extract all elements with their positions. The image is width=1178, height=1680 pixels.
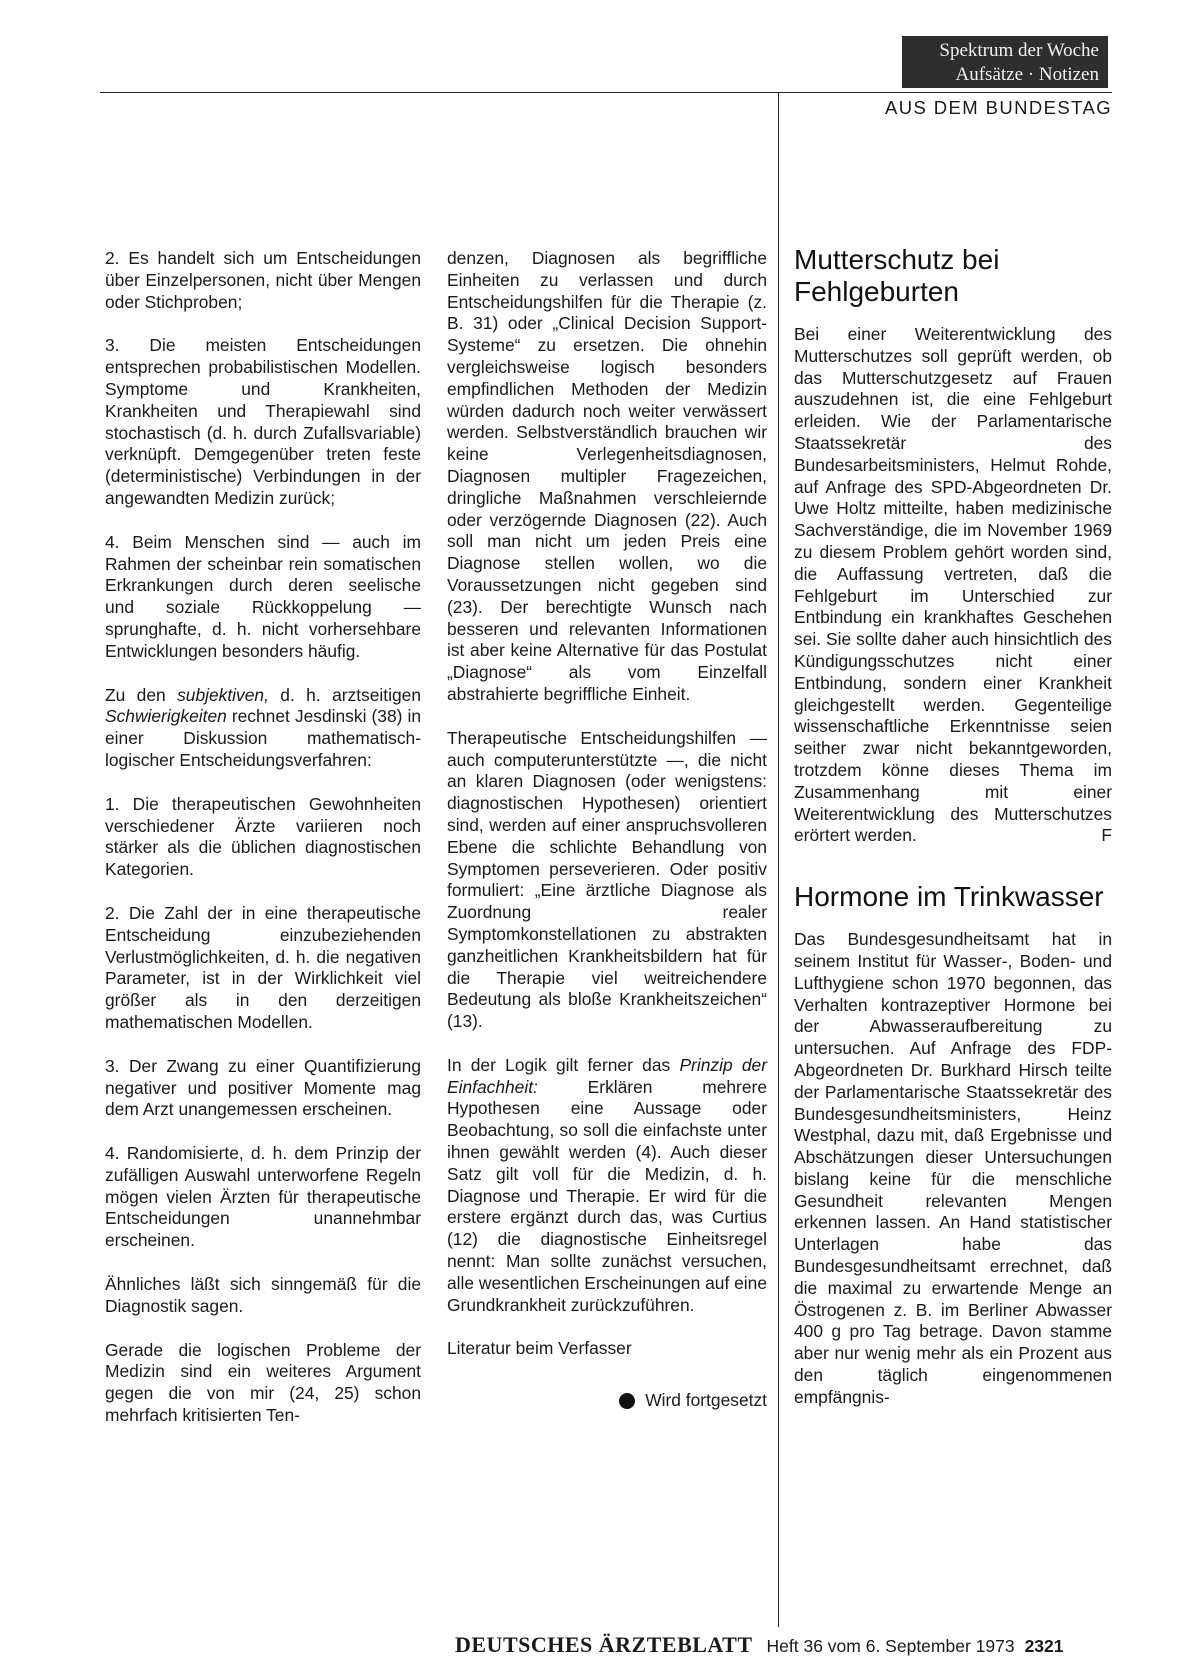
text-run: Bei einer Weiterentwicklung des Mutterschutzes soll geprüft werden, ob das Mutterschutzgesetz auf Frauen auszudehnen ist, die eine Fehlgeburt erleiden. Wie der Parlamentarische Staatssekretär des Bundesarbeitsministers, Helmut Rohde, auf Anfrage des SPD-Abgeordneten Dr. Uwe Holtz mitteilte, haben medizinische Sachverständige, die im November 1969 zu diesem Problem gehört worden sind, die Auffassung vertreten, daß die Fehlgeburt im Unterschied zur Entbindung ein krankhaftes Geschehen sei. Sie sollte daher auch hinsichtlich des Kündigungsschutzes nicht einer Entbindung, sondern einer Krankheit gleichgestellt werden. Gegenteilige wissenschaftliche Erkenntnisse seien seither zwar nicht bekanntgeworden, trotzdem könne dieses Thema im Zusammenhang mit einer Weiterentwicklung des Mutterschutzes erörtert werden. [794, 324, 1112, 846]
continued-marker [447, 1390, 767, 1412]
masthead: DEUTSCHES ÄRZTEBLATT [455, 1632, 753, 1657]
column-2 [447, 248, 767, 1412]
top-rule [100, 92, 1112, 93]
paragraph: 1. Die therapeutischen Gewohnheiten verschiedener Ärzte variieren noch stärker als die üblichen diagnostischen Kategorien. [105, 793, 421, 880]
bullet-dot-icon [619, 1393, 635, 1409]
author-mark: F [1101, 825, 1112, 846]
article-body [794, 324, 1112, 847]
page-footer [455, 1632, 1112, 1662]
column-rule [778, 92, 779, 1627]
paragraph: denzen, Diagnosen als begriffliche Einheiten zu verlassen und durch Entscheidungshilfen für die Therapie (z. B. 31) oder „Clinical Decision Support-Systeme“ zu ersetzen. Die ohnehin vergleichsweise logisch besonders empfindlichen Methoden der Medizin würden dadurch noch weiter verwässert werden. Selbstverständlich brauchen wir keine Verlegenheitsdiagnosen, Diagnosen multipler Fragezeichen, dringliche Maßnahmen verschleiernde oder verzögernde Diagnosen (22). Auch soll man nicht um jeden Preis eine Diagnose stellen wollen, wo die Voraussetzungen nicht gegeben sind (23). Der berechtigte Wunsch nach besseren und relevanten Informationen ist aber keine Alternative für das Postulat „Diagnose“ als vom Einzelfall abstrahierte begriffliche Einheit. [447, 248, 767, 704]
column-3 [794, 244, 1112, 1431]
emphasis: subjektiven, [177, 684, 269, 705]
paragraph: 3. Die meisten Entscheidungen entsprechen probabilistischen Modellen. Symptome und Krankheiten, Krankheiten und Therapiewahl sind stochastisch (d. h. durch Zufallsvariable) verknüpft. Demgegenüber treten feste (deterministische) Verbindungen in der angewandten Medizin zurück; [105, 335, 421, 508]
literature-note: Literatur beim Verfasser [447, 1338, 632, 1359]
article-title: Mutterschutz bei Fehlgeburten [794, 244, 1000, 307]
paragraph: 4. Randomisierte, d. h. dem Prinzip der zufälligen Auswahl unterworfene Regeln mögen vielen Ärzten für therapeutische Entscheidungen unannehmbar erscheinen. [105, 1143, 421, 1251]
issue-info: Heft 36 vom 6. September 1973 [766, 1636, 1015, 1656]
section-badge [902, 36, 1108, 88]
paragraph [447, 1055, 767, 1317]
emphasis: Prinzip der Einfachheit: [447, 1054, 768, 1097]
paragraph: Therapeutische Entscheidungshilfen — auch computerunterstützte —, die nicht an klaren Diagnosen (oder wenigstens: diagnostischen Hypothesen) orientiert sind, werden auf einer anspruchsvolleren Ebene die schlichte Behandlung von Symptomen perseverieren. Oder positiv formuliert: „Eine ärztliche Diagnose als Zuordnung realer Symptomkonstellationen zu abstrakten ganzheitlichen Krankheitsbildern hat für die Therapie viel weitreichendere Bedeutung als bloße Krankheitszeichen“ (13). [447, 727, 767, 1032]
badge-line-2: Aufsätze · Notizen [955, 64, 1099, 85]
badge-line-1: Spektrum der Woche [939, 40, 1099, 61]
paragraph [105, 685, 421, 772]
text-run: Zu den [105, 684, 178, 705]
section-label: AUS DEM BUNDESTAG [885, 97, 1112, 118]
paragraph: Ähnliches läßt sich sinngemäß für die Diagnostik sagen. [105, 1274, 421, 1316]
text-run: rechnet Jesdinski (38) in einer Diskussion mathematisch-logischer Entscheidungsverfahren: [105, 706, 421, 770]
text-run: Erklären mehrere Hypothesen eine Aussage oder Beobachtung, so soll die einfachste unter ihnen gewählt werden (4). Auch dieser Satz gilt voll für die Medizin, d. h. Diagnose und Therapie. Er wird für die erstere ergänzt durch das, was Curtius (12) die diagnostische Einheitsregel nennt: Man sollte zunächst versuchen, alle wesentlichen Erscheinungen auf eine Grundkrankheit zurückzuführen. [447, 1076, 768, 1315]
emphasis: Schwierigkeiten [105, 706, 227, 727]
paragraph: 2. Es handelt sich um Entscheidungen über Einzelpersonen, nicht über Mengen oder Stichproben; [105, 248, 421, 312]
continued-label: Wird fortgesetzt [645, 1390, 767, 1411]
column-1 [105, 248, 421, 1449]
article-title: Hormone im Trinkwasser [794, 881, 1104, 913]
paragraph: Gerade die logischen Probleme der Medizin sind ein weiteres Argument gegen die von mir (24, 25) schon mehrfach kritisierten Ten- [105, 1339, 421, 1426]
page-number: 2321 [1024, 1636, 1064, 1656]
text-run: d. h. arztseitigen [268, 684, 421, 705]
paragraph: 3. Der Zwang zu einer Quantifizierung negativer und positiver Momente mag dem Arzt unangemessen erscheinen. [105, 1055, 421, 1120]
paragraph: 4. Beim Menschen sind — auch im Rahmen der scheinbar rein somatischen Erkrankungen durch deren seelische und soziale Rückkoppelung — sprunghafte, d. h. nicht vorhersehbare Entwicklungen besonders häufig. [105, 531, 421, 661]
paragraph: 2. Die Zahl der in eine therapeutische Entscheidung einzubeziehenden Verlustmöglichkeiten, d. h. die negativen Parameter, ist in der Wirklichkeit viel größer als in den derzeitigen mathematischen Modellen. [105, 902, 421, 1032]
text-run: In der Logik gilt ferner das [447, 1054, 680, 1075]
article-body: Das Bundesgesundheitsamt hat in seinem Institut für Wasser-, Boden- und Lufthygiene schon 1970 begonnen, das Verhalten kontrazeptiver Hormone bei der Abwasseraufbereitung zu untersuchen. Auf Anfrage des FDP-Abgeordneten Dr. Burkhard Hirsch teilte der Parlamentarische Staatssekretär des Bundesgesundheitsministers, Heinz Westphal, dazu mit, daß Ergebnisse und Abschätzungen dieser Untersuchungen bislang keine für die menschliche Gesundheit relevanten Mengen erkennen lassen. An Hand statistischer Unterlagen habe das Bundesgesundheitsamt errechnet, daß die maximal zu erwartende Menge an Östrogenen z. B. im Berliner Abwasser 400 g pro Tag betrage. Davon stamme aber nur wenig mehr als ein Prozent aus den täglich eingenommenen empfängnis- [794, 929, 1112, 1407]
